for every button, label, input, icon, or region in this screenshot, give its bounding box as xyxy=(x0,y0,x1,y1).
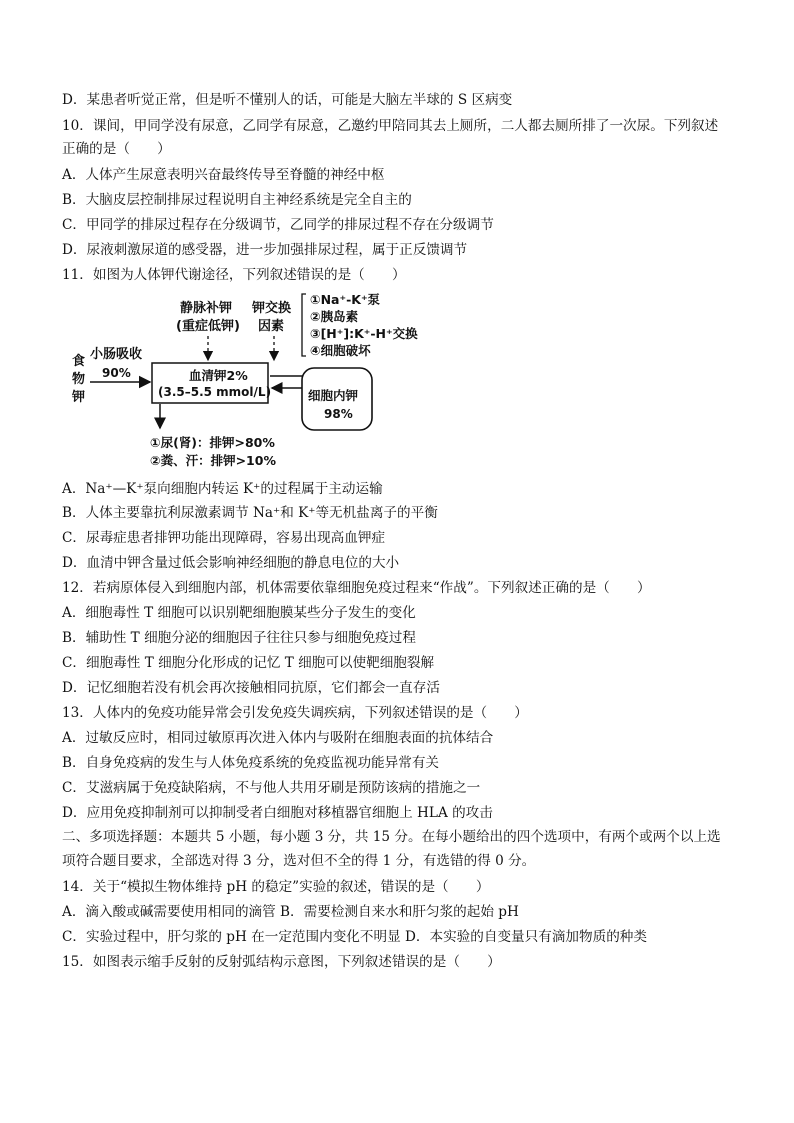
option-13b: B．自身免疫病的发生与人体免疫系统的免疫监视功能异常有关 xyxy=(62,755,440,771)
excretion-2: ②粪、汗：排钾>10% xyxy=(150,453,276,468)
serum-label-2: (3.5–5.5 mmol/L) xyxy=(158,385,272,399)
option-10a: A．人体产生尿意表明兴奋最终传导至脊髓的神经中枢 xyxy=(62,167,385,183)
section-2-heading: 二、多项选择题：本题共 5 小题，每小题 3 分，共 15 分。在每小题给出的四个选项中，有两个或两个以上选 xyxy=(62,829,721,845)
question-10-stem-cont: 正确的是（ ） xyxy=(62,141,171,157)
diagram-svg xyxy=(62,290,442,480)
serum-label-1: 血清钾2% xyxy=(189,368,248,383)
question-14-stem: 14．关于“模拟生物体维持 pH 的稳定”实验的叙述，错误的是（ ） xyxy=(62,879,490,895)
factor-3: ③[H⁺]:K⁺-H⁺交换 xyxy=(310,326,418,341)
question-11-stem: 11．如图为人体钾代谢途径，下列叙述错误的是（ ） xyxy=(62,267,406,283)
option-14cd: C．实验过程中，肝匀浆的 pH 在一定范围内变化不明显 D．本实验的自变量只有滴加物质的种类 xyxy=(62,929,647,945)
question-10-stem: 10．课间，甲同学没有尿意，乙同学有尿意，乙邀约甲陪同其去上厕所，二人都去厕所排了一次尿。下列叙述 xyxy=(62,118,719,134)
option-11c: C．尿毒症患者排钾功能出现障碍，容易出现高血钾症 xyxy=(62,530,386,546)
option-12d: D．记忆细胞若没有机会再次接触相同抗原，它们都会一直存活 xyxy=(62,680,440,696)
factor-4: ④细胞破坏 xyxy=(310,343,371,358)
iv-label-1: 静脉补钾 xyxy=(180,301,233,316)
option-11b: B．人体主要靠抗利尿激素调节 Na⁺和 K⁺等无机盐离子的平衡 xyxy=(62,505,438,521)
question-13-stem: 13．人体内的免疫功能异常会引发免疫失调疾病，下列叙述错误的是（ ） xyxy=(62,705,528,721)
question-15-stem: 15．如图表示缩手反射的反射弧结构示意图，下列叙述错误的是（ ） xyxy=(62,954,501,970)
option-12c: C．细胞毒性 T 细胞分化形成的记忆 T 细胞可以使靶细胞裂解 xyxy=(62,655,435,671)
factors-bracket xyxy=(302,294,306,356)
question-12-stem: 12．若病原体侵入到细胞内部，机体需要依靠细胞免疫过程来“作战”。下列叙述正确的是（ ） xyxy=(62,580,651,596)
food-label-1: 食 xyxy=(72,354,86,369)
option-12a: A．细胞毒性 T 细胞可以识别靶细胞膜某些分子发生的变化 xyxy=(62,605,416,621)
option-10d: D．尿液刺激尿道的感受器，进一步加强排尿过程，属于正反馈调节 xyxy=(62,242,468,258)
factor-2: ②胰岛素 xyxy=(310,309,359,324)
section-2-heading-cont: 项符合题目要求，全部选对得 3 分，选对但不全的得 1 分，有选错的得 0 分。 xyxy=(62,853,536,869)
food-label-2: 物 xyxy=(72,372,86,387)
option-10b: B．大脑皮层控制排尿过程说明自主神经系统是完全自主的 xyxy=(62,192,412,208)
option-11a: A．Na⁺—K⁺泵向细胞内转运 K⁺的过程属于主动运输 xyxy=(62,481,383,497)
option-13c: C．艾滋病属于免疫缺陷病，不与他人共用牙刷是预防该病的措施之一 xyxy=(62,780,481,796)
iv-label-2: (重症低钾) xyxy=(176,319,240,334)
excretion-1: ①尿(肾)：排钾>80% xyxy=(150,435,275,450)
factor-1: ①Na⁺-K⁺泵 xyxy=(310,292,381,307)
potassium-metabolism-diagram xyxy=(62,290,442,480)
option-13a: A．过敏反应时，相同过敏原再次进入体内与吸附在细胞表面的抗体结合 xyxy=(62,730,494,746)
cell-label-1: 细胞内钾 xyxy=(308,388,359,403)
option-14ab: A．滴入酸或碱需要使用相同的滴管 B．需要检测自来水和肝匀浆的起始 pH xyxy=(62,904,519,920)
option-12b: B．辅助性 T 细胞分泌的细胞因子往往只参与细胞免疫过程 xyxy=(62,630,416,646)
exchange-label-2: 因素 xyxy=(258,319,285,334)
option-10c: C．甲同学的排尿过程存在分级调节，乙同学的排尿过程不存在分级调节 xyxy=(62,217,494,233)
absorb-label: 小肠吸收 xyxy=(90,347,143,362)
absorb-pct: 90% xyxy=(102,366,131,380)
option-9d: D．某患者听觉正常，但是听不懂别人的话，可能是大脑左半球的 S 区病变 xyxy=(62,92,513,108)
cell-label-2: 98% xyxy=(324,407,353,421)
food-label-3: 钾 xyxy=(72,390,86,405)
exchange-label-1: 钾交换 xyxy=(252,301,292,316)
option-11d: D．血清中钾含量过低会影响神经细胞的静息电位的大小 xyxy=(62,555,400,571)
option-13d: D．应用免疫抑制剂可以抑制受者白细胞对移植器官细胞上 HLA 的攻击 xyxy=(62,805,493,821)
